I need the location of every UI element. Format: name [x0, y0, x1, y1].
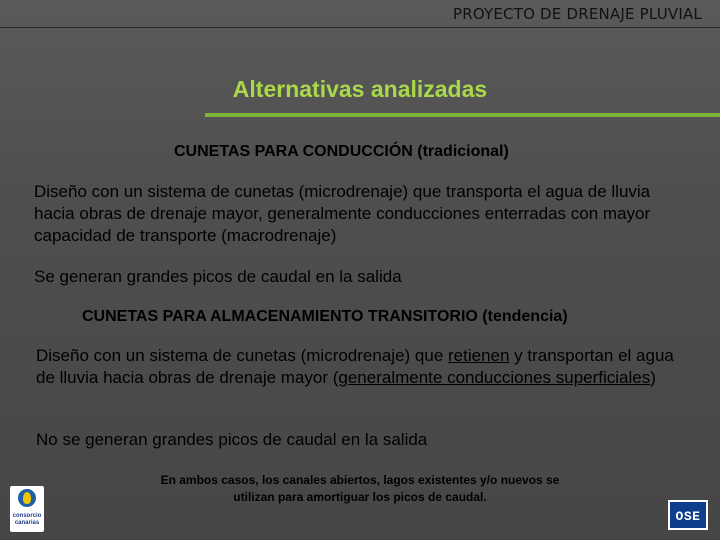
consortium-logo-text: consorcio canarias: [12, 513, 42, 526]
section1-result: Se generan grandes picos de caudal en la salida: [34, 267, 402, 286]
title-underline: [205, 113, 720, 117]
footnote: En ambos casos, los canales abiertos, lagos existentes y/o nuevos se utilizan para amortiguar los picos de caudal.: [160, 473, 560, 504]
section2-body-text-2: y transportan el agua de lluvia hacia obras de drenaje mayor (: [36, 346, 674, 387]
section2-body-text-3: ): [650, 368, 656, 387]
section2-result: No se generan grandes picos de caudal en la salida: [36, 430, 428, 449]
section2-heading: CUNETAS PARA ALMACENAMIENTO TRANSITORIO (tendencia): [82, 308, 568, 325]
project-title: PROYECTO DE DRENAJE PLUVIAL: [452, 5, 702, 23]
ose-logo-text: OSE: [675, 509, 701, 524]
section2-body-text: Diseño con un sistema de cunetas (microdrenaje) que: [36, 346, 448, 365]
section2-underlined-superficiales: generalmente conducciones superficiales: [338, 368, 651, 387]
logo-leaf-icon: [23, 492, 31, 504]
section2-underlined-retienen: retienen: [448, 346, 510, 365]
consortium-logo: [10, 486, 44, 532]
section1-heading: CUNETAS PARA CONDUCCIÓN (tradicional): [174, 143, 509, 160]
ose-logo: [668, 500, 708, 530]
slide-title: Alternativas analizadas: [232, 76, 488, 102]
section2-body: [36, 345, 676, 389]
section1-body: Diseño con un sistema de cunetas (microdrenaje) que transporta el agua de lluvia hacia obras de drenaje mayor, generalmente conducciones enterradas con mayor capacidad de transporte (macrodrenaje): [34, 182, 651, 245]
